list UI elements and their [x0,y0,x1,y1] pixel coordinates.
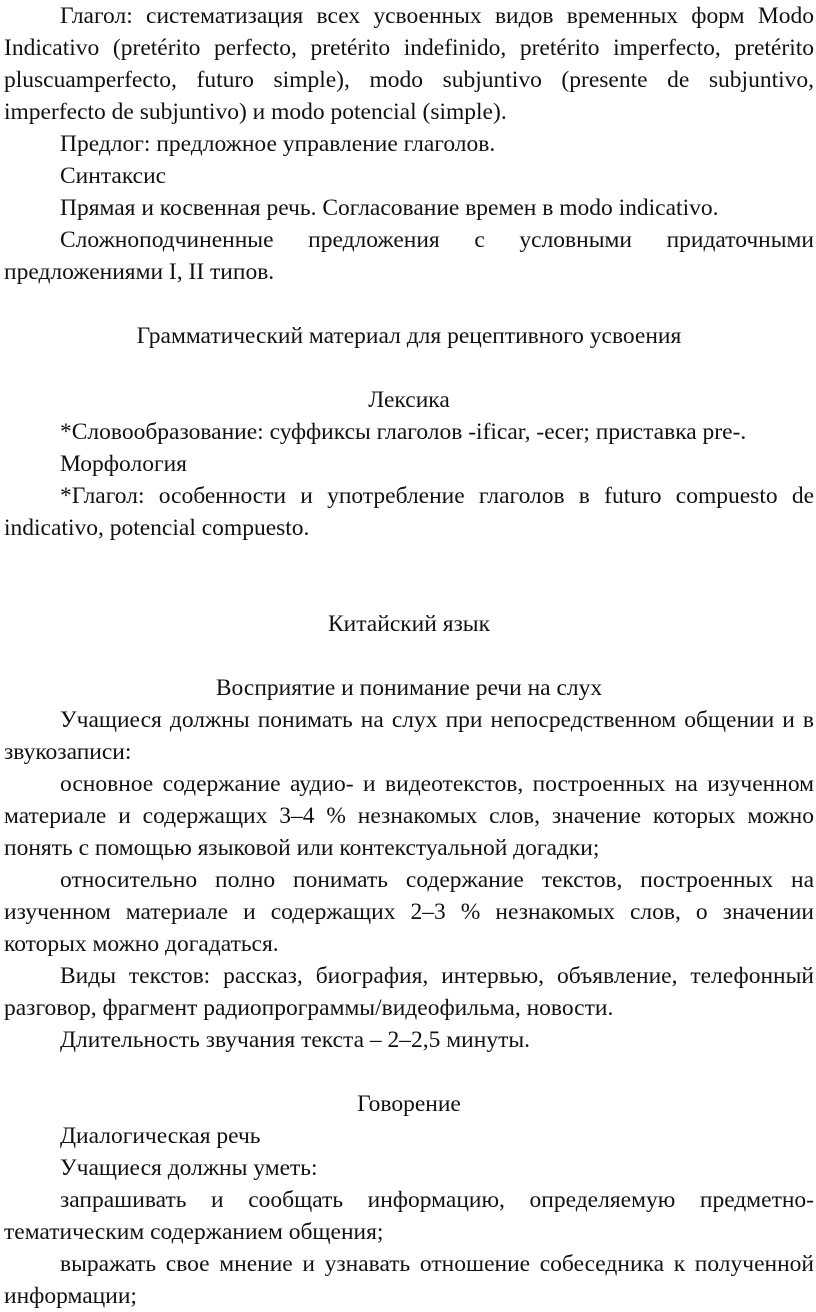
paragraph-request-information: запрашивать и сообщать информацию, определяемую предметно-тематическим содержанием общения; [4,1187,814,1245]
paragraph-listening-full-content: относительно полно понимать содержание текстов, построенных на изученном материале и содержащих 2–3 % незнакомых слов, о значении которых можно догадаться. [4,867,814,957]
paragraph-morphology-label: Морфология [60,451,187,477]
paragraph-word-formation: *Словообразование: суффиксы глаголов -ificar, -ecer; приставка pre-. [60,419,747,445]
paragraph-students-must: Учащиеся должны уметь: [60,1155,318,1181]
heading-speaking: Говорение [357,1091,461,1117]
spacer [4,1056,814,1088]
paragraph-listening-main-content: основное содержание аудио- и видеотекстов, построенных на изученном материале и содержащих 3–4 % незнакомых слов, значение которых можно понять с помощью языковой или контекстуальной догадки; [4,771,814,861]
paragraph-futuro-compuesto: *Глагол: особенности и употребление глаголов в futuro compuesto de indicativo, potencial compuesto. [4,483,814,541]
spacer [4,640,814,672]
paragraph-dialogic-speech: Диалогическая речь [60,1123,261,1149]
spacer [4,288,814,320]
paragraph-preposition: Предлог: предложное управление глаголов. [60,131,496,157]
paragraph-conditional-clauses: Сложноподчиненные предложения с условными придаточными предложениями I, II типов. [4,227,814,285]
paragraph-express-opinion: выражать свое мнение и узнавать отношение собеседника к полученной информации; [4,1251,814,1309]
paragraph-duration: Длительность звучания текста – 2–2,5 минуты. [60,1027,530,1053]
heading-receptive-grammar: Грамматический материал для рецептивного усвоения [136,323,682,349]
heading-chinese-language: Китайский язык [328,611,490,637]
spacer [4,352,814,384]
heading-listening: Восприятие и понимание речи на слух [215,675,603,701]
spacer [4,544,814,608]
paragraph-verb-systematization: Глагол: систематизация всех усвоенных видов временных форм Modo Indicativo (pretérito perfecto, pretérito indefinido, pretérito imperfecto, pretérito pluscuamperfecto, futuro simple), modo subjuntivo (presente de subjuntivo, imperfecto de subjuntivo) и modo potencial (simple). [4,3,814,125]
paragraph-listening-intro: Учащиеся должны понимать на слух при непосредственном общении и в звукозаписи: [4,707,814,765]
heading-lexis: Лексика [368,387,450,413]
paragraph-text-types: Виды текстов: рассказ, биография, интервью, объявление, телефонный разговор, фрагмент радиопрограммы/видеофильма, новости. [4,963,814,1021]
paragraph-syntax-label: Синтаксис [60,163,167,189]
paragraph-reported-speech: Прямая и косвенная речь. Согласование времен в modo indicativo. [60,195,719,221]
